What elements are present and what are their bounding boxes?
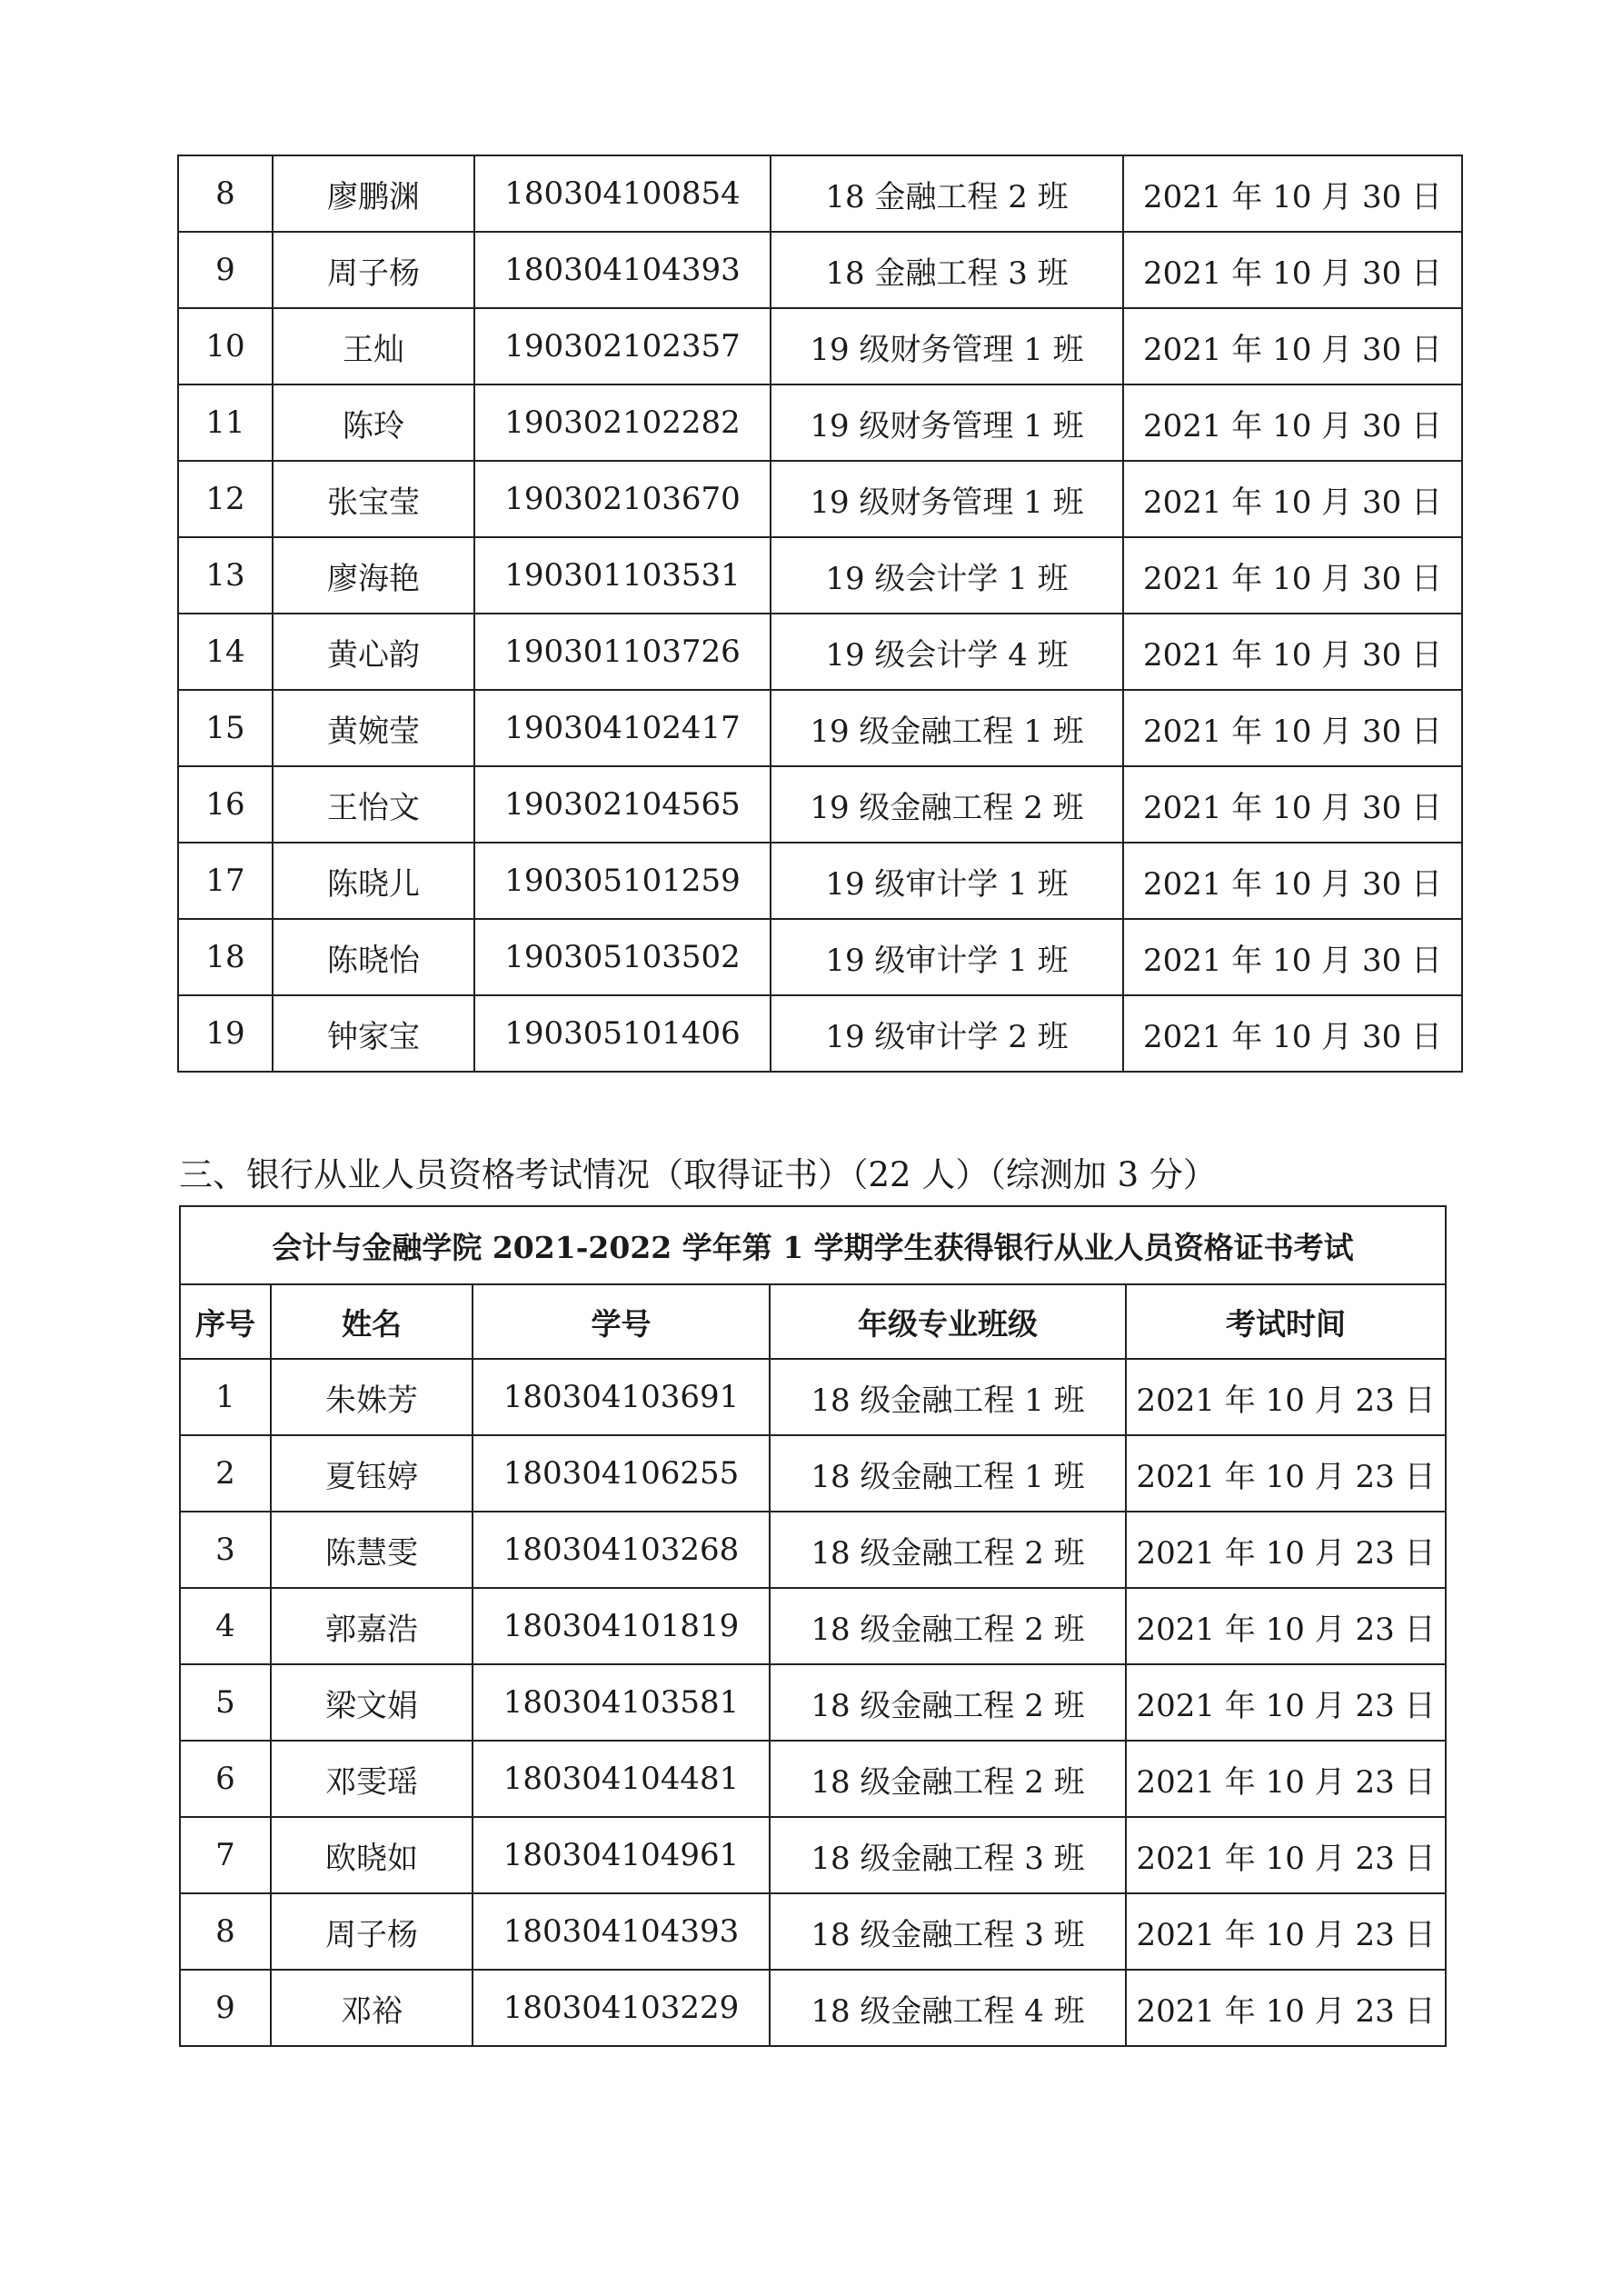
table-row [180, 1435, 1446, 1512]
name-cell: 邓裕 [271, 1970, 473, 2046]
bank-cert-table [179, 1205, 1447, 2047]
table-row [178, 461, 1462, 537]
student-id-cell: 190301103726 [474, 614, 771, 690]
student-id-cell: 190305101259 [474, 843, 771, 919]
student-id-cell: 190304102417 [474, 690, 771, 766]
name-cell: 周子杨 [273, 232, 474, 308]
table-row [180, 1741, 1446, 1817]
class-cell: 18 金融工程 2 班 [771, 155, 1123, 232]
class-cell: 19 级审计学 1 班 [771, 843, 1123, 919]
class-cell: 18 级金融工程 2 班 [770, 1512, 1126, 1588]
class-cell: 19 级金融工程 2 班 [771, 766, 1123, 843]
table-row [178, 155, 1462, 232]
bottom-table-body [180, 1359, 1446, 2046]
student-id-cell: 190302103670 [474, 461, 771, 537]
exam-date-cell: 2021 年 10 月 23 日 [1126, 1435, 1446, 1512]
exam-date-cell: 2021 年 10 月 23 日 [1126, 1970, 1446, 2046]
name-cell: 陈玲 [273, 384, 474, 461]
name-cell: 陈慧雯 [271, 1512, 473, 1588]
student-id-cell: 180304101819 [473, 1588, 770, 1664]
student-id-cell: 180304104961 [473, 1817, 770, 1893]
class-cell: 18 级金融工程 3 班 [770, 1817, 1126, 1893]
exam-date-cell: 2021 年 10 月 30 日 [1123, 308, 1462, 384]
name-cell: 邓雯瑶 [271, 1741, 473, 1817]
table-row [178, 690, 1462, 766]
table-header-row [180, 1284, 1446, 1359]
student-id-cell: 190302102282 [474, 384, 771, 461]
index-cell: 1 [180, 1359, 271, 1435]
student-id-cell: 180304104393 [474, 232, 771, 308]
index-cell: 18 [178, 919, 273, 995]
index-cell: 16 [178, 766, 273, 843]
index-cell: 19 [178, 995, 273, 1072]
index-cell: 6 [180, 1741, 271, 1817]
class-cell: 18 级金融工程 4 班 [770, 1970, 1126, 2046]
index-cell: 8 [178, 155, 273, 232]
index-cell: 15 [178, 690, 273, 766]
header-index: 序号 [180, 1284, 271, 1359]
table-row [178, 843, 1462, 919]
name-cell: 朱姝芳 [271, 1359, 473, 1435]
name-cell: 陈晓儿 [273, 843, 474, 919]
name-cell: 陈晓怡 [273, 919, 474, 995]
index-cell: 8 [180, 1893, 271, 1970]
index-cell: 12 [178, 461, 273, 537]
exam-date-cell: 2021 年 10 月 30 日 [1123, 995, 1462, 1072]
name-cell: 王灿 [273, 308, 474, 384]
exam-date-cell: 2021 年 10 月 23 日 [1126, 1817, 1446, 1893]
table-row [178, 919, 1462, 995]
exam-date-cell: 2021 年 10 月 30 日 [1123, 690, 1462, 766]
exam-date-cell: 2021 年 10 月 30 日 [1123, 232, 1462, 308]
name-cell: 廖海艳 [273, 537, 474, 614]
table-row [180, 1893, 1446, 1970]
section-heading: 三、银行从业人员资格考试情况（取得证书）（22 人）（综测加 3 分） [179, 1155, 1217, 1194]
exam-date-cell: 2021 年 10 月 30 日 [1123, 461, 1462, 537]
index-cell: 5 [180, 1664, 271, 1741]
exam-date-cell: 2021 年 10 月 30 日 [1123, 766, 1462, 843]
index-cell: 7 [180, 1817, 271, 1893]
exam-date-cell: 2021 年 10 月 23 日 [1126, 1512, 1446, 1588]
header-name: 姓名 [271, 1284, 473, 1359]
table-row [178, 232, 1462, 308]
table-row [178, 614, 1462, 690]
exam-date-cell: 2021 年 10 月 30 日 [1123, 843, 1462, 919]
name-cell: 梁文娟 [271, 1664, 473, 1741]
exam-date-cell: 2021 年 10 月 23 日 [1126, 1664, 1446, 1741]
index-cell: 13 [178, 537, 273, 614]
class-cell: 18 级金融工程 1 班 [770, 1435, 1126, 1512]
table-row [178, 995, 1462, 1072]
exam-date-cell: 2021 年 10 月 30 日 [1123, 919, 1462, 995]
name-cell: 王怡文 [273, 766, 474, 843]
index-cell: 9 [180, 1970, 271, 2046]
name-cell: 周子杨 [271, 1893, 473, 1970]
class-cell: 18 级金融工程 3 班 [770, 1893, 1126, 1970]
exam-date-cell: 2021 年 10 月 30 日 [1123, 155, 1462, 232]
table-row [180, 1588, 1446, 1664]
exam-date-cell: 2021 年 10 月 23 日 [1126, 1588, 1446, 1664]
top-student-table [177, 155, 1463, 1073]
class-cell: 19 级财务管理 1 班 [771, 461, 1123, 537]
name-cell: 廖鹏渊 [273, 155, 474, 232]
student-id-cell: 190302102357 [474, 308, 771, 384]
class-cell: 19 级审计学 2 班 [771, 995, 1123, 1072]
name-cell: 黄心韵 [273, 614, 474, 690]
student-id-cell: 180304104481 [473, 1741, 770, 1817]
name-cell: 郭嘉浩 [271, 1588, 473, 1664]
student-id-cell: 180304100854 [474, 155, 771, 232]
name-cell: 黄婉莹 [273, 690, 474, 766]
index-cell: 10 [178, 308, 273, 384]
top-table-body [178, 155, 1462, 1072]
class-cell: 19 级财务管理 1 班 [771, 384, 1123, 461]
student-id-cell: 180304106255 [473, 1435, 770, 1512]
class-cell: 18 级金融工程 2 班 [770, 1588, 1126, 1664]
exam-date-cell: 2021 年 10 月 23 日 [1126, 1741, 1446, 1817]
class-cell: 19 级审计学 1 班 [771, 919, 1123, 995]
index-cell: 11 [178, 384, 273, 461]
exam-date-cell: 2021 年 10 月 30 日 [1123, 537, 1462, 614]
name-cell: 张宝莹 [273, 461, 474, 537]
index-cell: 9 [178, 232, 273, 308]
name-cell: 钟家宝 [273, 995, 474, 1072]
name-cell: 夏钰婷 [271, 1435, 473, 1512]
class-cell: 18 级金融工程 2 班 [770, 1664, 1126, 1741]
student-id-cell: 180304103229 [473, 1970, 770, 2046]
student-id-cell: 190305101406 [474, 995, 771, 1072]
class-cell: 18 金融工程 3 班 [771, 232, 1123, 308]
class-cell: 18 级金融工程 1 班 [770, 1359, 1126, 1435]
table-row [180, 1664, 1446, 1741]
index-cell: 3 [180, 1512, 271, 1588]
index-cell: 2 [180, 1435, 271, 1512]
table-row [180, 1817, 1446, 1893]
class-cell: 19 级财务管理 1 班 [771, 308, 1123, 384]
table-row [178, 766, 1462, 843]
name-cell: 欧晓如 [271, 1817, 473, 1893]
header-exam-date: 考试时间 [1126, 1284, 1446, 1359]
table-row [178, 537, 1462, 614]
exam-date-cell: 2021 年 10 月 23 日 [1126, 1893, 1446, 1970]
index-cell: 17 [178, 843, 273, 919]
student-id-cell: 190301103531 [474, 537, 771, 614]
exam-date-cell: 2021 年 10 月 30 日 [1123, 614, 1462, 690]
table-row [180, 1970, 1446, 2046]
table-row [180, 1359, 1446, 1435]
table-row [178, 384, 1462, 461]
exam-date-cell: 2021 年 10 月 30 日 [1123, 384, 1462, 461]
table-title: 会计与金融学院 2021-2022 学年第 1 学期学生获得银行从业人员资格证书考试 [180, 1206, 1446, 1284]
student-id-cell: 180304103268 [473, 1512, 770, 1588]
student-id-cell: 180304104393 [473, 1893, 770, 1970]
class-cell: 19 级金融工程 1 班 [771, 690, 1123, 766]
student-id-cell: 180304103691 [473, 1359, 770, 1435]
header-student-id: 学号 [473, 1284, 770, 1359]
class-cell: 18 级金融工程 2 班 [770, 1741, 1126, 1817]
header-class: 年级专业班级 [770, 1284, 1126, 1359]
class-cell: 19 级会计学 4 班 [771, 614, 1123, 690]
index-cell: 4 [180, 1588, 271, 1664]
student-id-cell: 190302104565 [474, 766, 771, 843]
exam-date-cell: 2021 年 10 月 23 日 [1126, 1359, 1446, 1435]
student-id-cell: 180304103581 [473, 1664, 770, 1741]
table-row [180, 1512, 1446, 1588]
index-cell: 14 [178, 614, 273, 690]
class-cell: 19 级会计学 1 班 [771, 537, 1123, 614]
student-id-cell: 190305103502 [474, 919, 771, 995]
table-row [178, 308, 1462, 384]
